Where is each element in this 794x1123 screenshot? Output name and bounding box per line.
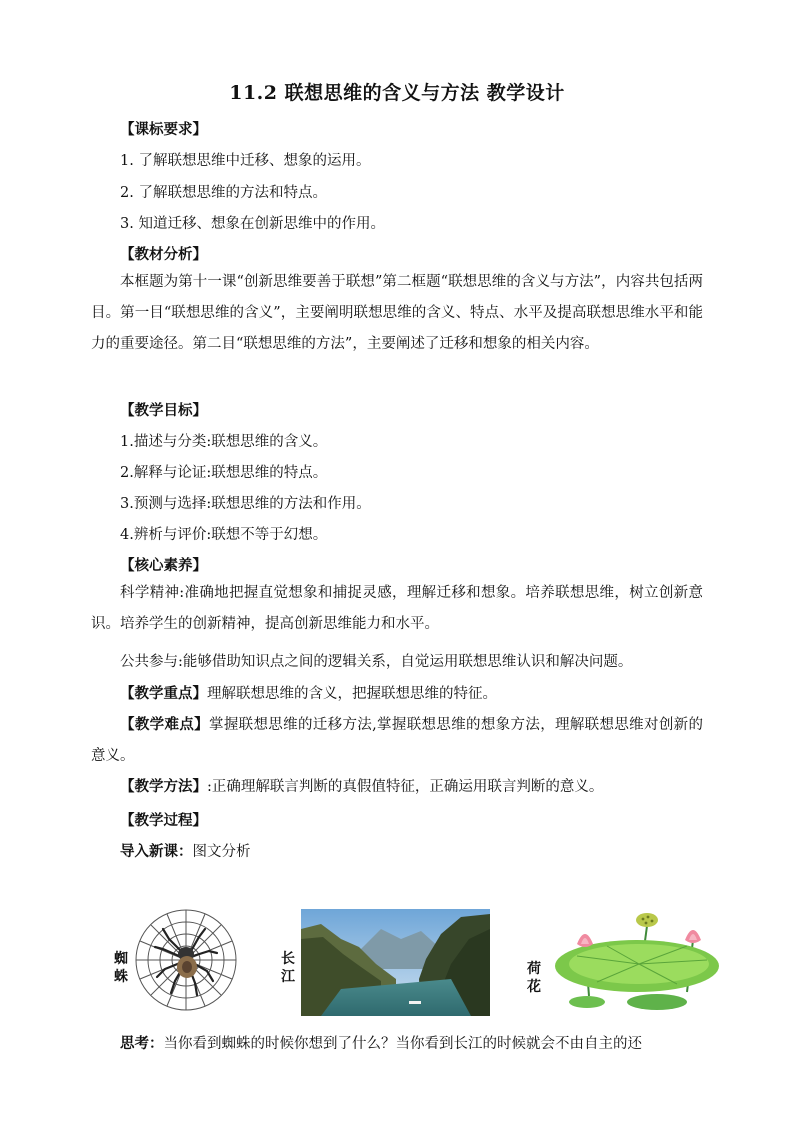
teaching-method-label: 【教学方法】 xyxy=(120,778,207,795)
think-label: 思考： xyxy=(120,1035,164,1052)
think-text: 当你看到蜘蛛的时候你想到了什么？当你看到长江的时候就会不由自主的还 xyxy=(163,1036,642,1052)
heading-goals: 【教学目标】 xyxy=(120,402,207,419)
label-yangtze: 长江 xyxy=(281,951,295,985)
goal-item: 4.辨析与评价:联想不等于幻想。 xyxy=(120,527,328,543)
intro-label: 导入新课： xyxy=(120,843,193,860)
teaching-method-text: :正确理解联言判断的真假值特征，正确运用联言判断的意义。 xyxy=(207,779,604,795)
label-spider: 蜘蛛 xyxy=(114,951,128,985)
goal-item: 1.描述与分类:联想思维的含义。 xyxy=(120,434,328,450)
yangtze-river-image xyxy=(301,909,490,1016)
difficult-point-text: 掌握联想思维的迁移方法,掌握联想思维的想象方法，理解联想思维对创新的意义。 xyxy=(91,717,703,764)
key-point-label: 【教学重点】 xyxy=(120,685,207,702)
key-point-text: 理解联想思维的含义，把握联想思维的特征。 xyxy=(207,686,497,702)
heading-literacy: 【核心素养】 xyxy=(120,557,207,574)
key-point xyxy=(91,678,703,710)
lotus-image xyxy=(547,906,732,1018)
think-line xyxy=(120,1032,642,1053)
requirement-item: 2. 了解联想思维的方法和特点。 xyxy=(120,185,327,201)
intro-text: 图文分析 xyxy=(192,844,251,860)
difficult-point-label: 【教学难点】 xyxy=(120,716,209,733)
literacy-paragraph-1: 科学精神:准确地把握直觉想象和捕捉灵感，理解迁移和想象。培养联想思维，树立创新意识。培养学生的创新精神，提高创新思维能力和水平。 xyxy=(91,585,703,632)
label-lotus: 荷花 xyxy=(527,961,541,995)
spider-web-image xyxy=(133,907,239,1013)
goal-item: 3.预测与选择:联想思维的方法和作用。 xyxy=(120,496,371,512)
literacy-paragraph-2: 公共参与:能够借助知识点之间的逻辑关系，自觉运用联想思维认识和解决问题。 xyxy=(120,654,633,670)
difficult-point xyxy=(91,709,703,772)
heading-requirements: 【课标要求】 xyxy=(120,121,207,138)
teaching-method xyxy=(91,771,703,803)
analysis-paragraph: 本框题为第十一课“创新思维要善于联想”第二框题“联想思维的含义与方法”，内容共包括两目。第一目“联想思维的含义”，主要阐明联想思维的含义、特点、水平及提高联想思维水平和能力的重要途径。第二目“联想思维的方法”，主要阐述了迁移和想象的相关内容。 xyxy=(91,274,703,352)
heading-analysis: 【教材分析】 xyxy=(120,246,207,263)
heading-process: 【教学过程】 xyxy=(120,812,207,829)
intro-line xyxy=(120,840,251,861)
requirement-item: 3. 知道迁移、想象在创新思维中的作用。 xyxy=(120,216,385,232)
requirement-item: 1. 了解联想思维中迁移、想象的运用。 xyxy=(120,153,371,169)
goal-item: 2.解释与论证:联想思维的特点。 xyxy=(120,465,328,481)
page-title: 11.2 联想思维的含义与方法 教学设计 xyxy=(229,82,565,104)
